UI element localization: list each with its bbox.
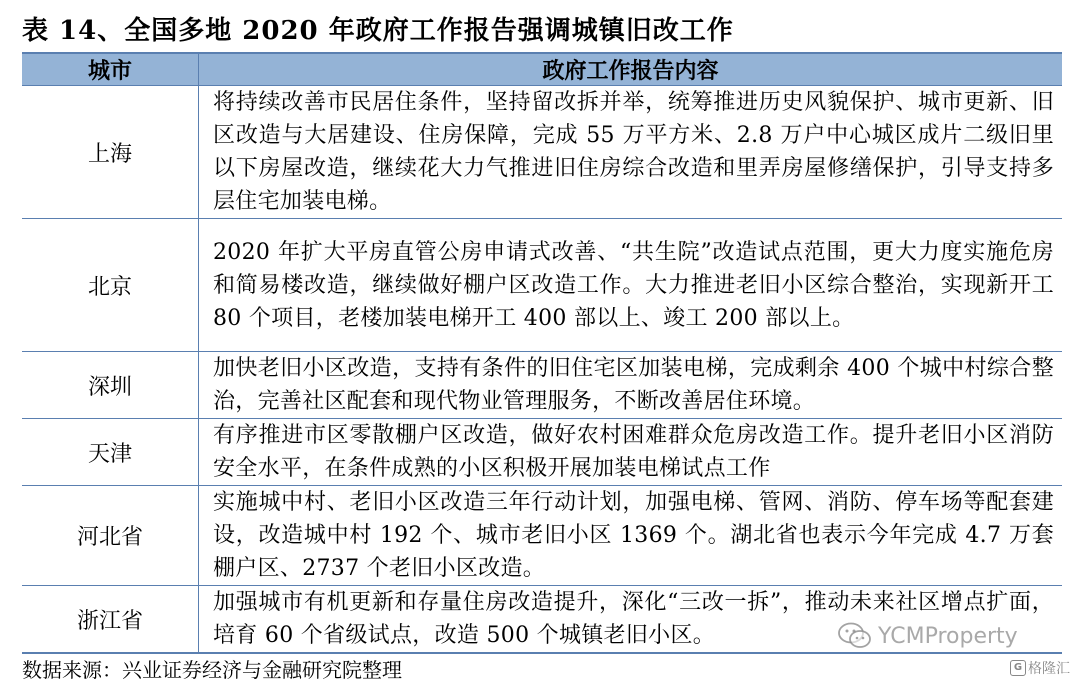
row-city: 河北省	[22, 486, 199, 586]
table-header-row	[22, 53, 1062, 86]
header-content: 政府工作报告内容	[199, 53, 1063, 86]
source-note: 数据来源：兴业证券经济与金融研究院整理	[22, 658, 402, 682]
row-content: 实施城中村、老旧小区改造三年行动计划，加强电梯、管网、消防、停车场等配套建设，改造城中村 192 个、城市老旧小区 1369 个。湖北省也表示今年完成 4.7 万套棚户区、2737 个老旧小区改造。	[199, 486, 1063, 586]
row-city: 浙江省	[22, 586, 199, 654]
row-city: 上海	[22, 86, 199, 219]
table-row	[22, 419, 1062, 486]
row-content: 有序推进市区零散棚户区改造，做好农村困难群众危房改造工作。提升老旧小区消防安全水平，在条件成熟的小区积极开展加装电梯试点工作	[199, 419, 1063, 486]
row-city: 深圳	[22, 352, 199, 419]
watermark-text: YCMProperty	[878, 623, 1018, 649]
row-content: 将持续改善市民居住条件，坚持留改拆并举，统筹推进历史风貌保护、城市更新、旧区改造与大居建设、住房保障，完成 55 万平方米、2.8 万户中心城区成片二级旧里以下房屋改造，继续花大力气推进旧住房综合改造和里弄房屋修缮保护，引导支持多层住宅加装电梯。	[199, 86, 1063, 219]
row-content: 2020 年扩大平房直管公房申请式改善、“共生院”改造试点范围，更大力度实施危房和简易楼改造，继续做好棚户区改造工作。大力推进老旧小区综合整治，实现新开工 80 个项目，老楼加装电梯开工 400 部以上、竣工 200 部以上。	[199, 219, 1063, 352]
watermark	[838, 622, 1018, 650]
row-city: 天津	[22, 419, 199, 486]
table-row	[22, 86, 1062, 219]
wechat-icon	[838, 622, 872, 650]
corner-logo	[1010, 658, 1070, 678]
header-city: 城市	[22, 53, 199, 86]
table-row	[22, 352, 1062, 419]
row-content: 加快老旧小区改造，支持有条件的旧住宅区加装电梯，完成剩余 400 个城中村综合整治，完善社区配套和现代物业管理服务，不断改善居住环境。	[199, 352, 1063, 419]
gelonghui-logo-icon: G	[1010, 660, 1026, 676]
row-city: 北京	[22, 219, 199, 352]
report-table	[22, 52, 1062, 654]
table-row	[22, 219, 1062, 352]
table-row	[22, 486, 1062, 586]
row-content: 加强城市有机更新和存量住房改造提升，深化“三改一拆”，推动未来社区增点扩面，培育 60 个省级试点，改造 500 个城镇老旧小区。	[199, 586, 1063, 654]
corner-logo-text: 格隆汇	[1028, 661, 1070, 677]
table-title: 表 14、全国多地 2020 年政府工作报告强调城镇旧改工作	[22, 16, 734, 46]
